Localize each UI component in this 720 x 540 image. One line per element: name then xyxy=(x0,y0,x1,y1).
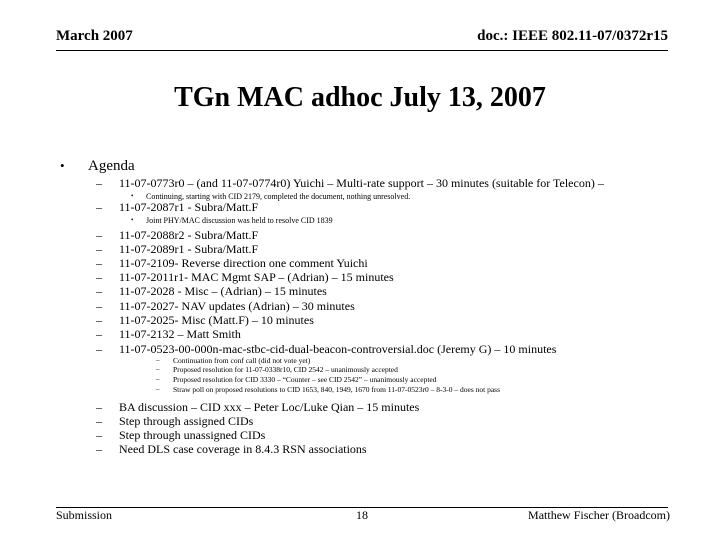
dash-icon: – xyxy=(96,327,102,341)
dash-icon: – xyxy=(96,270,102,284)
header-rule xyxy=(56,50,668,51)
list-item-text: 11-07-2011r1- MAC Mgmt SAP – (Adrian) – 15 minutes xyxy=(119,270,394,284)
dash-icon: – xyxy=(96,176,102,190)
dash-icon: – xyxy=(96,284,102,298)
list-item-text: 11-07-2089r1 - Subra/Matt.F xyxy=(119,242,259,256)
list-item-text: Continuing, starting with CID 2179, completed the document, nothing unresolved. xyxy=(146,192,411,201)
header-date: March 2007 xyxy=(56,28,133,44)
dash-icon: – xyxy=(96,242,102,256)
list-item-text: Proposed resolution for CID 3330 – “Counter – see CID 2542” – unanimously accepted xyxy=(173,375,437,384)
list-item-text: 11-07-2088r2 - Subra/Matt.F xyxy=(119,228,259,242)
list-item-text: Need DLS case coverage in 8.4.3 RSN associations xyxy=(119,442,367,456)
dash-icon: – xyxy=(96,299,102,313)
footer-author: Matthew Fischer (Broadcom) xyxy=(528,508,670,522)
list-item-text: 11-07-2025- Misc (Matt.F) – 10 minutes xyxy=(119,313,314,327)
list-item-text: 11-07-0773r0 – (and 11-07-0774r0) Yuichi – Multi-rate support – 30 minutes (suitable for Telecon) – xyxy=(119,176,604,190)
bullet-icon: • xyxy=(131,216,134,224)
list-item-text: Step through assigned CIDs xyxy=(119,414,254,428)
dash-icon: – xyxy=(96,256,102,270)
page-number: 18 xyxy=(356,508,368,522)
agenda-heading: Agenda xyxy=(88,158,135,174)
dash-icon: – xyxy=(156,356,160,364)
footer-submission: Submission xyxy=(56,508,113,522)
list-item-text: Step through unassigned CIDs xyxy=(119,428,266,442)
dash-icon: – xyxy=(96,342,102,356)
header-doc-id: doc.: IEEE 802.11-07/0372r15 xyxy=(477,28,668,44)
dash-icon: – xyxy=(156,375,160,383)
list-item-text: 11-07-2087r1 - Subra/Matt.F xyxy=(119,200,259,214)
list-item-text: 11-07-2027- NAV updates (Adrian) – 30 minutes xyxy=(119,299,355,313)
list-item-text: 11-07-2109- Reverse direction one comment Yuichi xyxy=(119,256,368,270)
list-item-text: BA discussion – CID xxx – Peter Loc/Luke Qian – 15 minutes xyxy=(119,400,420,414)
list-item-text: Continuation from conf call (did not vote yet) xyxy=(173,356,311,365)
bullet-icon: • xyxy=(60,158,65,173)
dash-icon: – xyxy=(96,428,102,442)
bullet-icon: • xyxy=(131,192,134,200)
dash-icon: – xyxy=(96,313,102,327)
dash-icon: – xyxy=(96,228,102,242)
dash-icon: – xyxy=(96,400,102,414)
slide-title: TGn MAC adhoc July 13, 2007 xyxy=(174,82,546,113)
dash-icon: – xyxy=(96,442,102,456)
list-item-text: Joint PHY/MAC discussion was held to resolve CID 1839 xyxy=(146,216,333,225)
dash-icon: – xyxy=(96,200,102,214)
list-item-text: Proposed resolution for 11-07-0338r10, CID 2542 – unanimously accepted xyxy=(173,365,398,374)
list-item-text: Straw poll on proposed resolutions to CID 1653, 840, 1949, 1670 from 11-07-0523r0 – 8-3-0 – does not pass xyxy=(173,385,500,394)
list-item-text: 11-07-2132 – Matt Smith xyxy=(119,327,241,341)
dash-icon: – xyxy=(156,365,160,373)
list-item-text: 11-07-2028 - Misc – (Adrian) – 15 minutes xyxy=(119,284,327,298)
dash-icon: – xyxy=(96,414,102,428)
dash-icon: – xyxy=(156,385,160,393)
list-item-text: 11-07-0523-00-000n-mac-stbc-cid-dual-beacon-controversial.doc (Jeremy G) – 10 minutes xyxy=(119,342,557,356)
